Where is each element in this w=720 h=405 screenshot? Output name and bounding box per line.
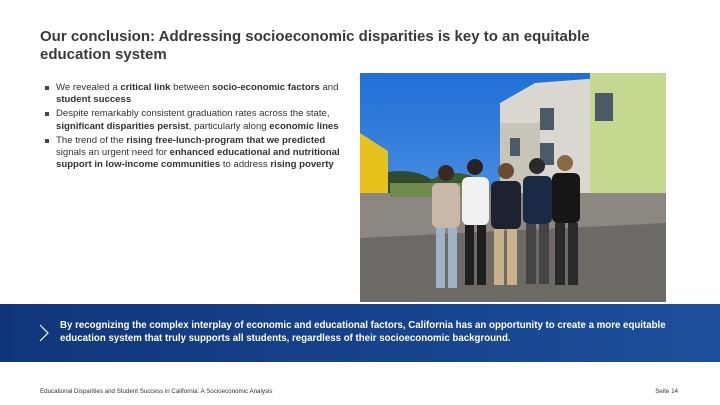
bullet-text: , particularly along	[188, 120, 270, 132]
bullet-item	[44, 108, 344, 132]
bullet-bold-text: significant disparities persist	[56, 120, 189, 132]
bullet-bold-text: socio-economic factors	[212, 82, 320, 93]
chevron-right-icon	[38, 323, 50, 343]
bullet-item	[44, 135, 344, 172]
bullet-bold-text: student success	[56, 94, 132, 106]
bullet-text: We revealed a	[56, 82, 121, 93]
bullet-bold-text: critical link	[120, 82, 171, 93]
footer-title: Educational Disparities and Student Success in California: A Socioeconomic Analysis	[40, 388, 273, 395]
bullet-text: signals an urgent need for	[56, 147, 170, 159]
slide-title: Our conclusion: Addressing socioeconomic disparities is key to an equitable education system	[40, 28, 590, 63]
conclusion-banner	[0, 304, 720, 362]
bullet-text: between	[170, 82, 213, 93]
bullet-list	[44, 82, 344, 173]
banner-text: By recognizing the complex interplay of economic and educational factors, California has an opportunity to create a more equitable education system that truly supports all students, regardless of their socioeconomic background.	[60, 320, 666, 344]
bullet-bold-text: economic lines	[269, 120, 339, 132]
bullet-text: and	[319, 82, 339, 93]
bullet-text: The trend of the	[56, 134, 127, 146]
bullet-text: Despite remarkably consistent graduation rates across the state,	[56, 108, 330, 120]
team-photo-illustration	[360, 73, 666, 302]
bullet-bold-text: rising poverty	[270, 159, 334, 171]
bullet-bold-text: rising free-lunch-program that we predicted	[126, 134, 326, 146]
bullet-bold-text: enhanced educational and nutritional support in low-income communities	[56, 147, 340, 171]
bullet-text: to address	[220, 159, 271, 171]
team-photo	[360, 73, 666, 302]
bullet-item	[44, 82, 344, 106]
page-number: Seite 14	[655, 388, 678, 395]
